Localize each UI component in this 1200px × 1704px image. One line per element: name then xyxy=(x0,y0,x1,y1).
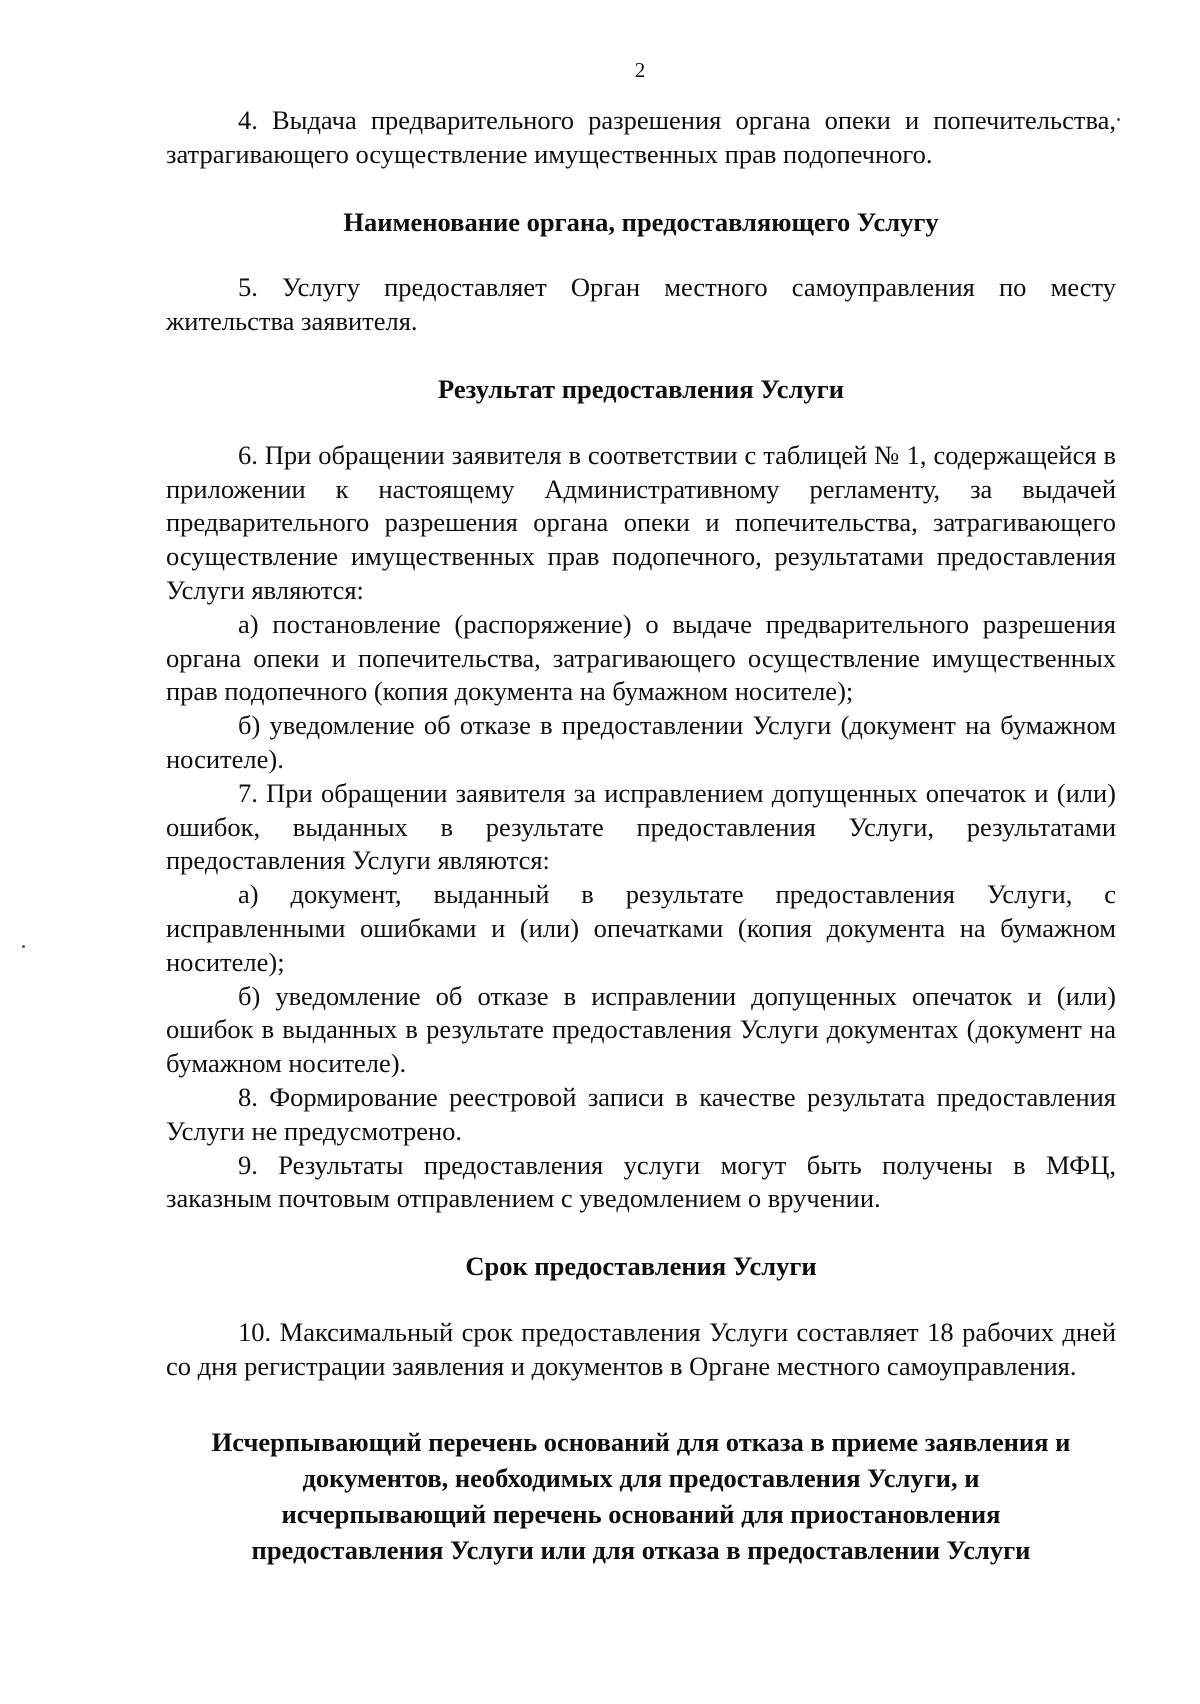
heading-refusal-line-4: предоставления Услуги или для отказа в предоставлении Услуги xyxy=(251,1534,1031,1565)
heading-authority: Наименование органа, предоставляющего Услугу xyxy=(343,206,939,237)
heading-refusal xyxy=(166,1424,1116,1568)
paragraph-6a: а) постановление (распоряжение) о выдаче предварительного разрешения органа опеки и попечительства, затрагивающего осуществление имущественных прав подопечного (копия документа на бумажном носителе); xyxy=(166,608,1116,707)
heading-refusal-line-3: исчерпывающий перечень оснований для приостановления xyxy=(281,1498,1001,1529)
paragraph-7a: а) документ, выданный в результате предоставления Услуги, с исправленными ошибками и (или) опечатками (копия документа на бумажном носителе); xyxy=(166,879,1116,977)
heading-refusal-line-2: документов, необходимых для предоставления Услуги, и xyxy=(302,1462,980,1493)
paragraph-6: 6. При обращении заявителя в соответствии с таблицей № 1, содержащейся в приложении к настоящему Административному регламенту, за выдачей предварительного разрешения органа опеки и попечительства, затрагивающего осуществление имущественных прав подопечного, результатами предоставления Услуги являются: xyxy=(166,439,1116,605)
paragraph-6b: б) уведомление об отказе в предоставлении Услуги (документ на бумажном носителе). xyxy=(166,710,1116,774)
page-number: 2 xyxy=(634,58,646,82)
paragraph-9: 9. Результаты предоставления услуги могут быть получены в МФЦ, заказным почтовым отправлением с уведомлением о вручении. xyxy=(166,1149,1116,1214)
paragraph-5: 5. Услугу предоставляет Орган местного самоуправления по месту жительства заявителя. xyxy=(166,272,1116,337)
scan-speck xyxy=(1117,118,1120,121)
heading-result: Результат предоставления Услуги xyxy=(438,373,844,404)
paragraph-10: 10. Максимальный срок предоставления Услуги составляет 18 рабочих дней со дня регистрации заявления и документов в Органе местного самоуправления. xyxy=(166,1316,1116,1381)
paragraph-7: 7. При обращении заявителя за исправлением допущенных опечаток и (или) ошибок, выданных в результате предоставления Услуги, результатами предоставления Услуги являются: xyxy=(166,777,1116,876)
heading-term: Срок предоставления Услуги xyxy=(465,1251,817,1282)
paragraph-4: 4. Выдача предварительного разрешения органа опеки и попечительства, затрагивающего осуществление имущественных прав подопечного. xyxy=(166,105,1116,169)
scan-speck xyxy=(22,945,25,948)
heading-refusal-line-1: Исчерпывающий перечень оснований для отказа в приеме заявления и xyxy=(211,1426,1071,1457)
paragraph-7b: б) уведомление об отказе в исправлении допущенных опечаток и (или) ошибок в выданных в результате предоставления Услуги документах (документ на бумажном носителе). xyxy=(166,980,1116,1079)
paragraph-8: 8. Формирование реестровой записи в качестве результата предоставления Услуги не предусмотрено. xyxy=(166,1081,1116,1146)
document-body xyxy=(166,104,1116,1568)
